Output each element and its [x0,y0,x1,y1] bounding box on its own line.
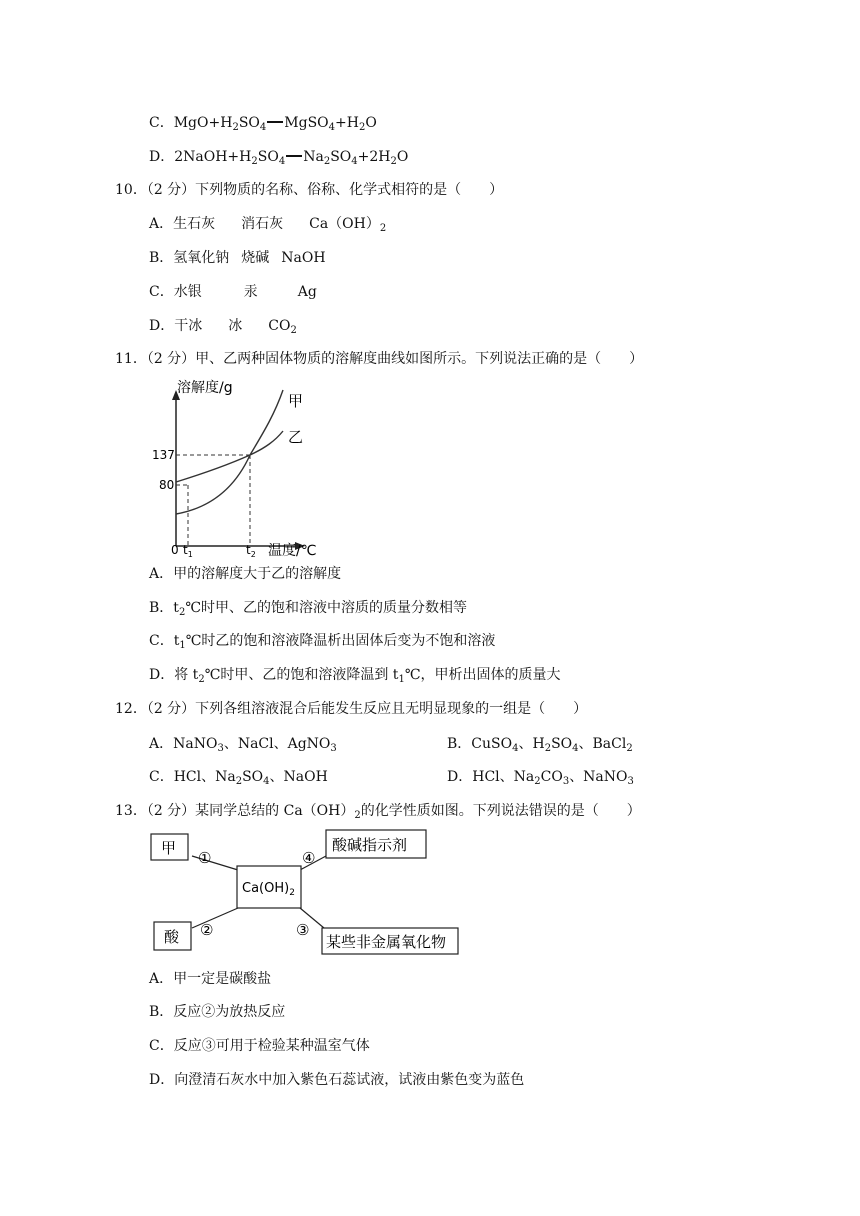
x-tick-t2: $t_2$ [246,543,256,559]
label-acid: 酸 [164,928,180,946]
label-jia: 甲 [161,839,177,857]
q12-option-b: B．CuSO$_4$、$H_2SO_4$、BaCl$_2$ [447,736,633,754]
q10-stem: 10．（2 分）下列物质的名称、俗称、化学式相符的是（ ） [115,182,504,198]
q9-option-c: C．$MgO+H_2SO_4$ $MgSO_4+H_2O$ [149,115,377,133]
q11-option-b: B．$t_2℃$时甲、乙的饱和溶液中溶质的质量分数相等 [149,600,467,618]
q12-option-a: A．NaNO$_3$、NaCl、AgNO$_3$ [149,736,337,754]
y-tick-137: 137 [152,448,175,462]
q13-option-d: D．向澄清石灰水中加入紫色石蕊试液，试液由紫色变为蓝色 [149,1072,525,1088]
q11-option-a: A．甲的溶解度大于乙的溶解度 [149,566,342,582]
label-indicator: 酸碱指示剂 [332,836,408,854]
q10-option-d: D．干冰 冰 $CO_2$ [149,318,297,336]
curve-yi [176,431,283,482]
label-oxide: 某些非金属氧化物 [326,933,447,951]
q11-option-d: D．将 $t_2℃$时甲、乙的饱和溶液降温到 $t_1℃$，甲析出固体的质量大 [149,667,561,685]
equals-bar [286,155,302,157]
q9-option-d: D．$2NaOH+H_2SO_4$ $Na_2SO_4+2H_2O$ [149,149,409,167]
num-2: ② [200,921,214,939]
label-caoh2: $Ca(OH)_2$ [242,881,295,898]
y-tick-80: 80 [159,478,175,492]
q13-stem: 13．（2 分）某同学总结的 $Ca(OH)_2$的化学性质如图。下列说法错误的是（ ） [115,803,641,821]
legend-yi: 乙 [288,428,304,446]
q11-stem: 11．（2 分）甲、乙两种固体物质的溶解度曲线如图所示。下列说法正确的是（ ） [115,351,644,367]
q12-stem: 12．（2 分）下列各组溶液混合后能发生反应且无明显现象的一组是（ ） [115,701,588,717]
num-3: ③ [296,921,310,939]
q11-option-c: C．$t_1℃$时乙的饱和溶液降温析出固体后变为不饱和溶液 [149,633,496,651]
link-2 [192,908,238,928]
legend-jia: 甲 [288,392,304,410]
y-axis-label: 溶解度/g [177,380,233,396]
caoh2-property-diagram [150,826,462,956]
q10-option-c: C．水银 汞 Ag [149,284,317,300]
q12-option-c: C．HCl、$Na_2SO_4$、NaOH [149,769,328,787]
curve-jia [176,390,283,514]
num-4: ④ [302,849,316,867]
q13-option-b: B．反应②为放热反应 [149,1004,286,1020]
q10-option-a: A．生石灰 消石灰 $Ca(OH)_2$ [149,216,387,234]
num-1: ① [198,849,212,867]
q13-option-a: A．甲一定是碳酸盐 [149,971,272,987]
x-axis-label: 温度/℃ [268,543,317,559]
solubility-curve-graph [152,378,330,559]
q12-option-d: D．HCl、$Na_2CO_3$、NaNO$_3$ [447,769,634,787]
origin-label: 0 [171,543,179,557]
q13-option-c: C．反应③可用于检验某种温室气体 [149,1038,370,1054]
equals-bar [267,121,283,123]
q10-option-b: B．氢氧化钠 烧碱 NaOH [149,250,326,266]
x-tick-t1: $t_1$ [183,543,193,559]
